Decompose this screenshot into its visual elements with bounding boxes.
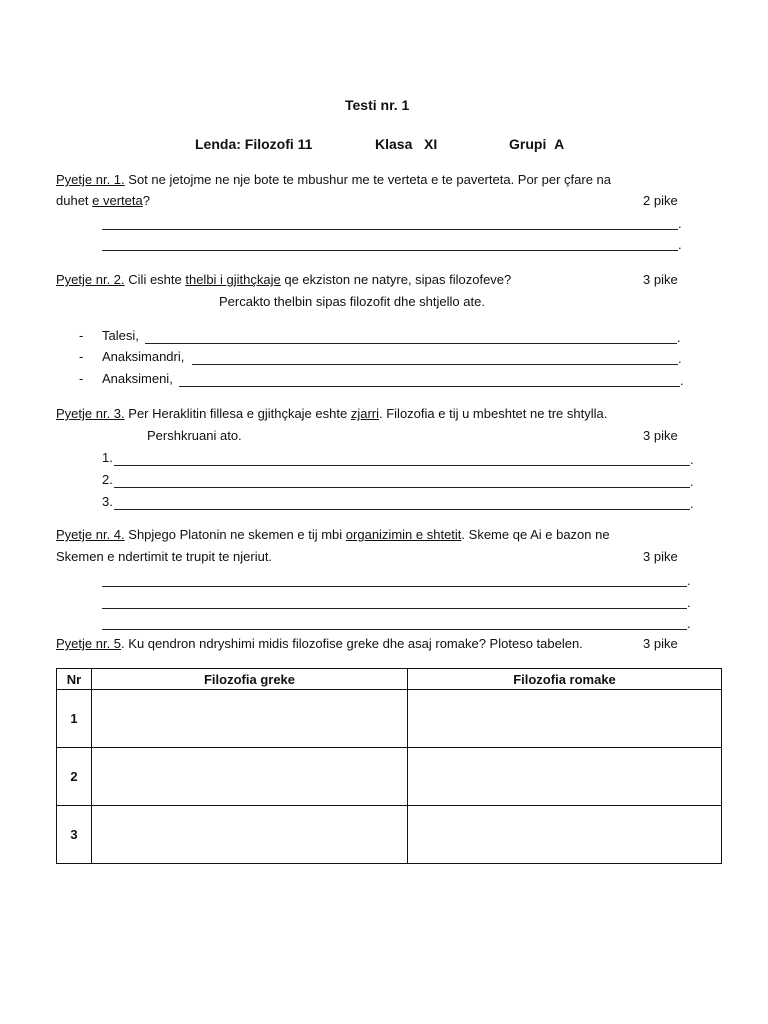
question-1-label: Pyetje nr. 1. (56, 172, 125, 187)
question-4-underlined: organizimin e shtetit (345, 527, 462, 542)
table-header-roman: Filozofia romake (408, 669, 722, 690)
table-row (57, 690, 722, 748)
answer-line[interactable] (114, 509, 690, 510)
item-label-anaksimandri: Anaksimandri, (102, 349, 185, 364)
question-1-text: Sot ne jetojme ne nje bote te mbushur me te verteta e te paverteta. Por per çfare na (128, 172, 612, 187)
question-2-underlined: thelbi i gjithçkaje (185, 272, 281, 287)
line-end-period: . (687, 616, 691, 631)
page-title: Testi nr. 1 (345, 97, 410, 113)
question-3-subline: Pershkruani ato. (147, 428, 242, 443)
question-3-label: Pyetje nr. 3. (56, 406, 125, 421)
question-4-text-b: . Skeme qe Ai e bazon ne (461, 527, 610, 542)
answer-line[interactable] (102, 608, 687, 609)
question-3-underlined: zjarri (350, 406, 379, 421)
line-end-period: . (678, 351, 682, 366)
class-label-text: Klasa (375, 136, 413, 152)
answer-line[interactable] (102, 229, 678, 230)
line-end-period: . (680, 373, 684, 388)
answer-line[interactable] (145, 343, 677, 344)
table-header-row (57, 669, 722, 690)
bullet-dash: - (79, 371, 84, 386)
question-4-line1 (56, 527, 610, 543)
line-end-period: . (687, 573, 691, 588)
question-5-points: 3 pike (643, 636, 678, 651)
table-header-nr: Nr (57, 669, 92, 690)
question-1-text-b: duhet (56, 193, 93, 208)
question-1-points: 2 pike (643, 193, 678, 208)
question-4-line2: Skemen e ndertimit te trupit te njeriut. (56, 549, 273, 564)
question-4-label: Pyetje nr. 4. (56, 527, 125, 542)
line-end-period: . (678, 237, 682, 252)
table-cell-roman[interactable] (408, 748, 722, 806)
question-2-label: Pyetje nr. 2. (56, 272, 125, 287)
question-1-line2 (56, 193, 150, 209)
line-end-period: . (687, 595, 691, 610)
bullet-dash: - (79, 349, 84, 364)
question-2-text-b: qe ekziston ne natyre, sipas filozofeve? (280, 272, 512, 287)
table-cell-greek[interactable] (92, 690, 408, 748)
table-cell-roman[interactable] (408, 806, 722, 864)
question-1-underlined: e verteta (92, 193, 143, 208)
question-3-line1 (56, 406, 607, 422)
table-row-number: 1 (57, 690, 92, 748)
bullet-dash: - (79, 328, 84, 343)
question-1-line1 (56, 172, 611, 188)
group-label (509, 136, 564, 152)
subject-label: Lenda: Filozofi 11 (195, 136, 313, 152)
question-3-text-b: . Filozofia e tij u mbeshtet ne tre shtylla. (379, 406, 608, 421)
item-number: 1. (102, 450, 113, 465)
question-5-text: . Ku qendron ndryshimi midis filozofise greke dhe asaj romake? Ploteso tabelen. (121, 636, 583, 651)
question-5-label: Pyetje nr. 5 (56, 636, 122, 651)
table-row-number: 2 (57, 748, 92, 806)
answer-line[interactable] (102, 586, 687, 587)
item-label-anaksimeni: Anaksimeni, (102, 371, 173, 386)
question-5-line1 (56, 636, 583, 652)
answer-line[interactable] (192, 364, 678, 365)
comparison-table (56, 668, 722, 864)
table-row-number: 3 (57, 806, 92, 864)
table-row (57, 748, 722, 806)
table-cell-roman[interactable] (408, 690, 722, 748)
answer-line[interactable] (114, 465, 690, 466)
question-2-subline: Percakto thelbin sipas filozofit dhe shtjello ate. (219, 294, 485, 309)
table-header-greek: Filozofia greke (92, 669, 408, 690)
line-end-period: . (678, 216, 682, 231)
answer-line[interactable] (102, 629, 687, 630)
question-3-points: 3 pike (643, 428, 678, 443)
item-label-talesi: Talesi, (102, 328, 139, 343)
question-1-text-c: ? (142, 193, 150, 208)
item-number: 2. (102, 472, 113, 487)
question-2-text-a: Cili eshte (128, 272, 186, 287)
answer-line[interactable] (179, 386, 680, 387)
class-label (375, 136, 437, 152)
question-3-text-a: Per Heraklitin fillesa e gjithçkaje eshte (124, 406, 351, 421)
question-2-points: 3 pike (643, 272, 678, 287)
question-4-text-a: Shpjego Platonin ne skemen e tij mbi (124, 527, 346, 542)
line-end-period: . (690, 496, 694, 511)
line-end-period: . (677, 330, 681, 345)
item-number: 3. (102, 494, 113, 509)
answer-line[interactable] (102, 250, 678, 251)
line-end-period: . (690, 474, 694, 489)
table-row (57, 806, 722, 864)
table-cell-greek[interactable] (92, 806, 408, 864)
class-value: XI (424, 136, 438, 152)
line-end-period: . (690, 452, 694, 467)
answer-line[interactable] (114, 487, 690, 488)
question-4-points: 3 pike (643, 549, 678, 564)
group-label-text: Grupi (509, 136, 547, 152)
group-value: A (554, 136, 565, 152)
table-cell-greek[interactable] (92, 748, 408, 806)
question-2-line1 (56, 272, 511, 288)
